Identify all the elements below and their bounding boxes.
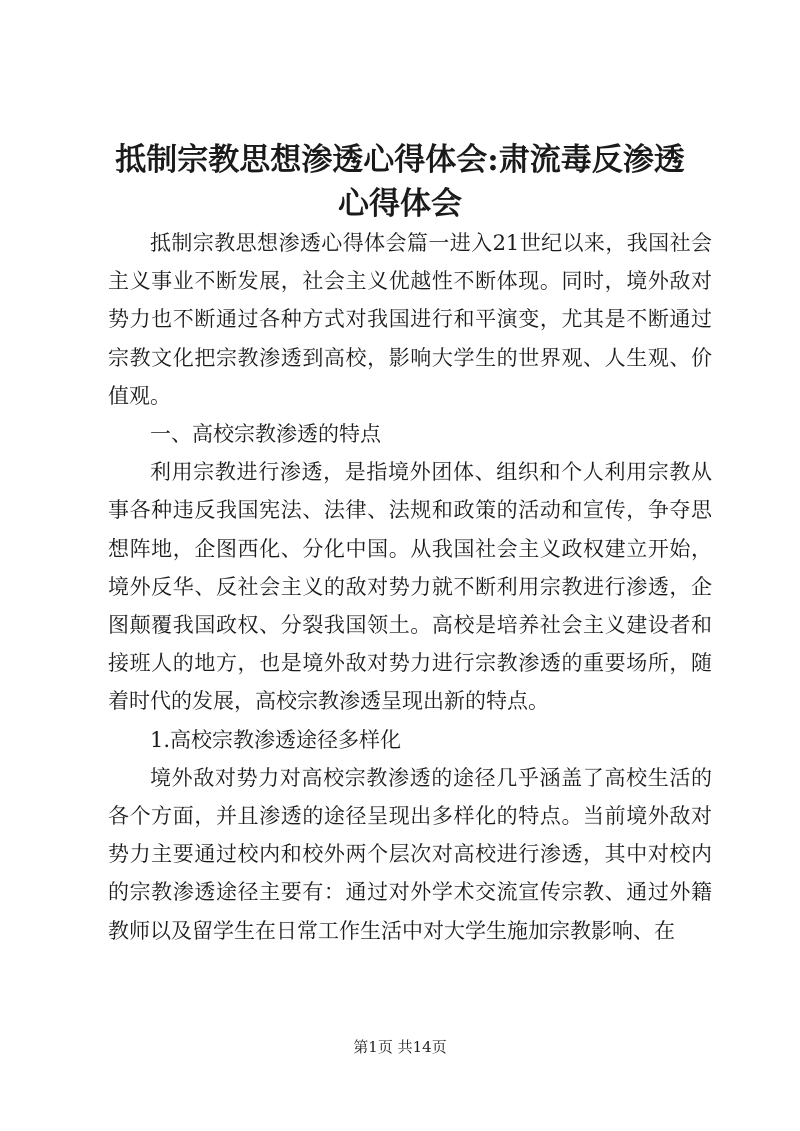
paragraph-channels: 境外敌对势力对高校宗教渗透的途径几乎涵盖了高校生活的各个方面，并且渗透的途径呈现出多样化的特点。当前境外敌对势力主要通过校内和校外两个层次对高校进行渗透，其中对校内的宗教渗透途径主要有：通过对外学术交流宣传宗教、通过外籍教师以及留学生在日常工作生活中对大学生施加宗教影响、在 [108,765,712,943]
paragraph-definition: 利用宗教进行渗透，是指境外团体、组织和个人利用宗教从事各种违反我国宪法、法律、法规和政策的活动和宣传，争夺思想阵地，企图西化、分化中国。从我国社会主义政权建立开始，境外反华、反社会主义的敌对势力就不断利用宗教进行渗透，企图颠覆我国政权、分裂我国领土。高校是培养社会主义建设者和接班人的地方，也是境外敌对势力进行宗教渗透的重要场所，随着时代的发展，高校宗教渗透呈现出新的特点。 [108,460,712,714]
document-title: 抵制宗教思想渗透心得体会:肃流毒反渗透心得体会 [115,142,685,222]
page-number-footer: 第1页 共14页 [353,1038,447,1056]
subsection-heading-1: 1.高校宗教渗透途径多样化 [150,727,402,752]
document-body [108,224,712,950]
paragraph-intro: 抵制宗教思想渗透心得体会篇一进入21世纪以来，我国社会主义事业不断发展，社会主义优越性不断体现。同时，境外敌对势力也不断通过各种方式对我国进行和平演变，尤其是不断通过宗教文化把宗教渗透到高校，影响大学生的世界观、人生观、价值观。 [108,231,712,408]
section-heading-1: 一、高校宗教渗透的特点 [150,422,381,447]
